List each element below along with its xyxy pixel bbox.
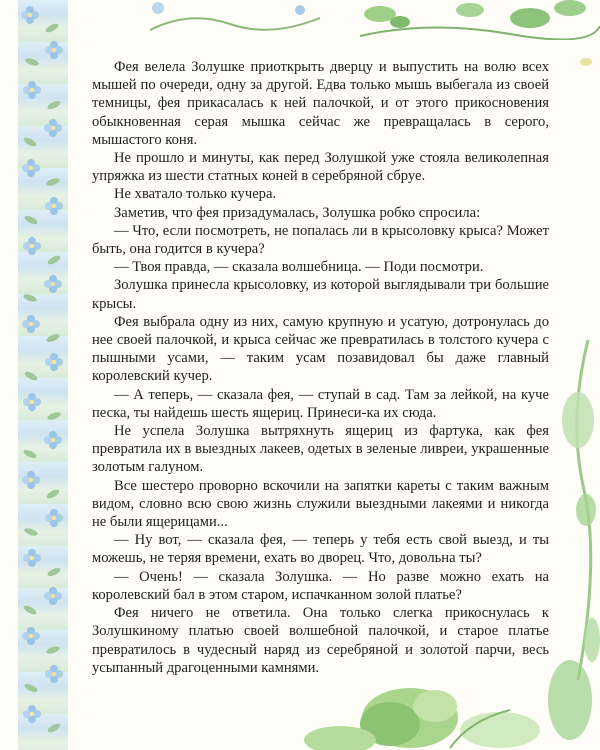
- paragraph-2: Не прошло и минуты, как перед Золушкой уже стояла великолепная упряжка из шести статных коней в серебряной сбруе.: [92, 150, 549, 185]
- paragraph-12: — Ну вот, — сказала фея, — теперь у тебя есть свой выезд, и ты можешь, не теряя времени, ехать во дворец. Что, довольна ты?: [92, 532, 549, 567]
- paragraph-13: — Очень! — сказала Золушка. — Но разве можно ехать на королевский бал в этом старом, испачканном золой платье?: [92, 568, 549, 603]
- paragraph-1: Фея велела Золушке приоткрыть дверцу и выпустить на волю всех мышей по очереди, одну за другой. Едва только мышь выбегала из своей темницы, фея прикасалась к ней палочкой, и от этого прикосновения обыкновенная серая мышка сейчас же превращалась в серого, мышастого коня.: [92, 59, 549, 148]
- paragraph-3: Не хватало только кучера.: [114, 186, 277, 203]
- paragraph-5: — Что, если посмотреть, не попалась ли в крысоловку крыса? Может быть, она годится в кучера?: [92, 222, 549, 258]
- paragraph-10: Не успела Золушка вытряхнуть ящериц из фартука, как фея превратила их в выездных лакеев, одетых в зеленые ливреи, украшенные золотым галуном.: [92, 423, 549, 476]
- paragraph-14: Фея ничего не ответила. Она только слегка прикоснулась к Золушкиному платью своей волшебной палочкой, и старое платье превратилось в чудесный наряд из серебряной и золотой парчи, весь усыпанный драгоценными камнями.: [92, 605, 549, 676]
- paragraph-4: Заметив, что фея призадумалась, Золушка робко спросила:: [114, 204, 481, 221]
- paragraph-11: Все шестеро проворно вскочили на запятки кареты с таким важным видом, словно всю свою жизнь служили выездными лакеями и никогда не были ящерицами...: [92, 477, 549, 531]
- story-text: [92, 58, 549, 677]
- paragraph-9: — А теперь, — сказала фея, — ступай в сад. Там за лейкой, на куче песка, ты найдешь шесть ящериц. Принеси-ка их сюда.: [92, 386, 549, 421]
- top-vine-decoration-icon: [130, 0, 600, 40]
- right-vine-decoration-icon: [548, 40, 600, 700]
- paragraph-8: Фея выбрала одну из них, самую крупную и усатую, дотронулась до нее своей палочкой, и крыса сейчас же превратилась в толстого кучера с пышными усами, — таким усам позавидовал бы даже главный королевский кучер.: [92, 313, 549, 385]
- floral-border: [18, 0, 68, 750]
- paragraph-6: — Твоя правда, — сказала волшебница. — Поди посмотри.: [114, 259, 484, 276]
- paragraph-7: Золушка принесла крысоловку, из которой выглядывали три большие крысы.: [92, 277, 549, 312]
- flower-pattern-icon: [18, 0, 68, 750]
